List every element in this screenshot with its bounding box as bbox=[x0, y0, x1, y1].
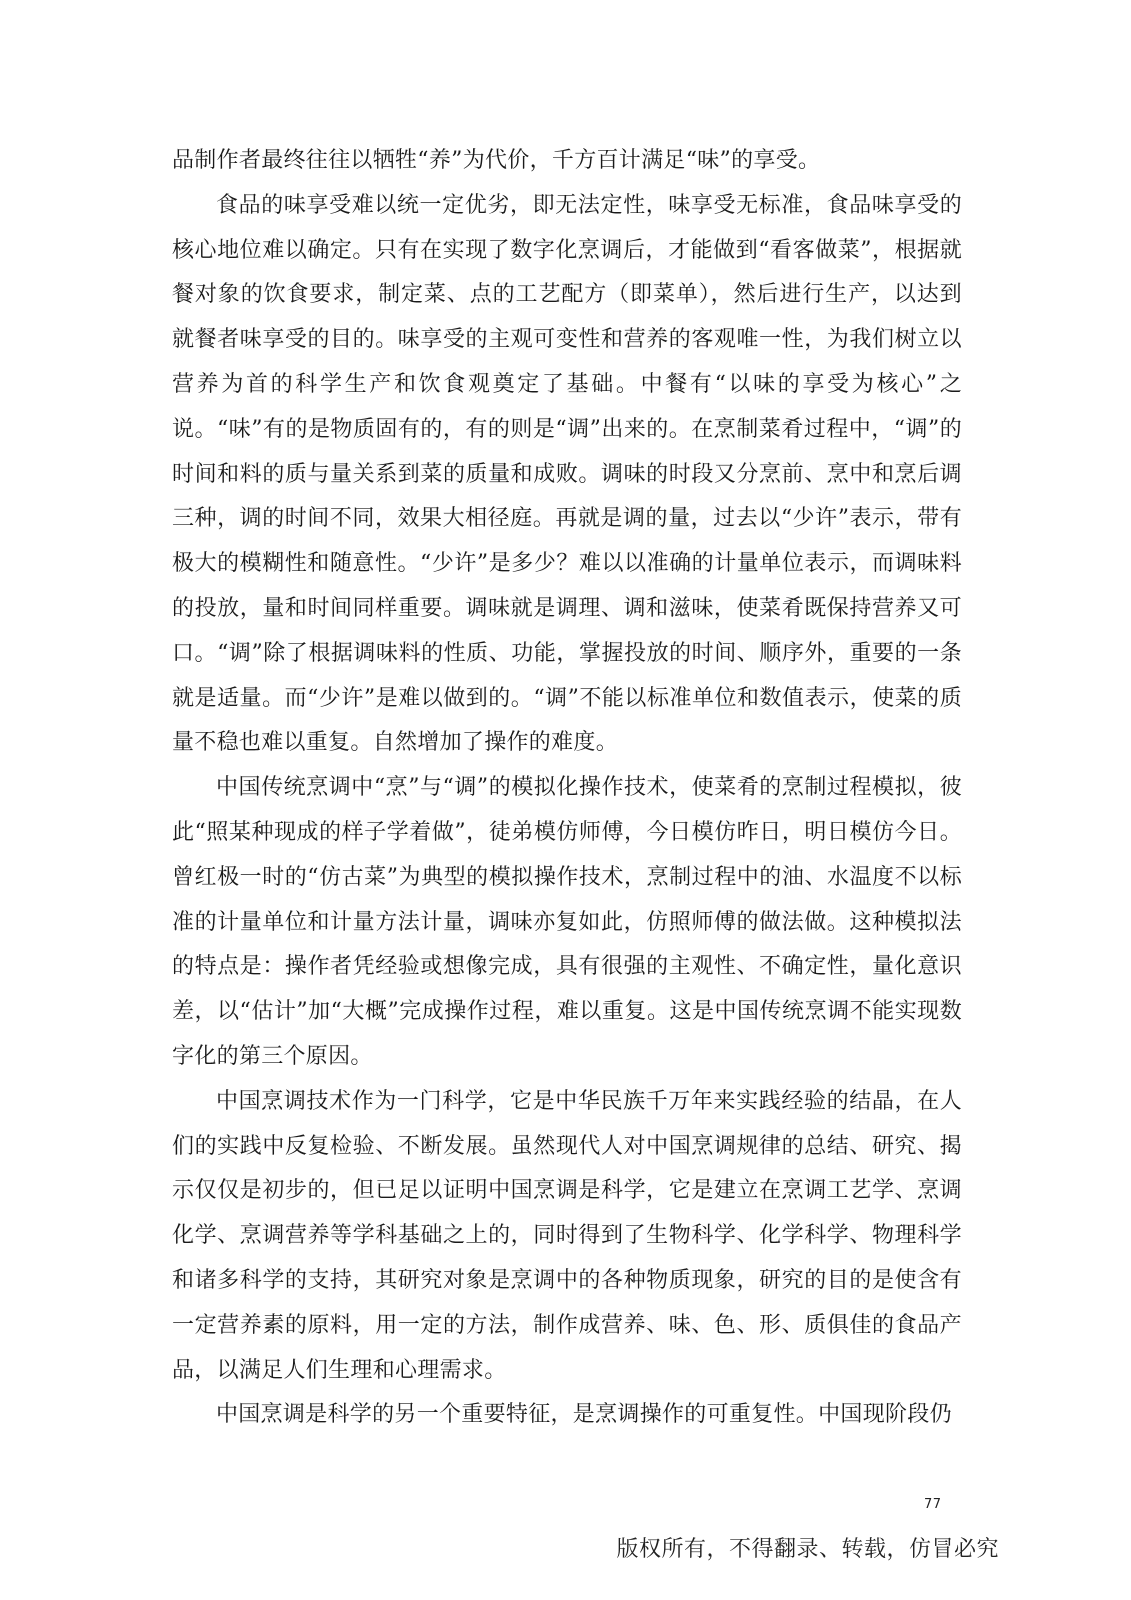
paragraph-cooking-science: 中国烹调技术作为一门科学，它是中华民族千万年来实践经验的结晶，在人们的实践中反复检验、不断发展。虽然现代人对中国烹调规律的总结、研究、揭示仅仅是初步的，但已足以证明中国烹调是科学，它是建立在烹调工艺学、烹调化学、烹调营养等学科基础之上的，同时得到了生物科学、化学科学、物理科学和诸多科学的支持，其研究对象是烹调中的各种物质现象，研究的目的是使含有一定营养素的原料，用一定的方法，制作成营养、味、色、形、质俱佳的食品产品，以满足人们生理和心理需求。 bbox=[172, 1088, 962, 1383]
paragraph-repeatability: 中国烹调是科学的另一个重要特征，是烹调操作的可重复性。中国现阶段仍 bbox=[216, 1402, 952, 1428]
paragraph-simulation-technique: 中国传统烹调中“烹”与“调”的模拟化操作技术，使菜肴的烹制过程模拟，彼此“照某种现成的样子学着做”，徒弟模仿师傅，今日模仿昨日，明日模仿今日。曾红极一时的“仿古菜”为典型的模拟操作技术，烹制过程中的油、水温度不以标准的计量单位和计量方法计量，调味亦复如此，仿照师傅的做法做。这种模拟法的特点是：操作者凭经验或想像完成，具有很强的主观性、不确定性，量化意识差，以“估计”加“大概”完成操作过程，难以重复。这是中国传统烹调不能实现数字化的第三个原因。 bbox=[172, 775, 962, 1069]
page-number: 77 bbox=[924, 1497, 942, 1512]
body-text bbox=[172, 139, 962, 1438]
paragraph-continuation: 品制作者最终往往以牺牲“养”为代价，千方百计满足“味”的享受。 bbox=[172, 148, 821, 173]
copyright-notice: 版权所有，不得翻录、转载，仿冒必究 bbox=[616, 1537, 999, 1562]
paragraph-taste-enjoyment: 食品的味享受难以统一定优劣，即无法定性，味享受无标准，食品味享受的核心地位难以确定。只有在实现了数字化烹调后，才能做到“看客做菜”，根据就餐对象的饮食要求，制定菜、点的工艺配方（即菜单），然后进行生产，以达到就餐者味享受的目的。味享受的主观可变性和营养的客观唯一性，为我们树立以营养为首的科学生产和饮食观奠定了基础。中餐有“以味的享受为核心”之说。“味”有的是物质固有的，有的则是“调”出来的。在烹制菜肴过程中，“调”的时间和料的质与量关系到菜的质量和成败。调味的时段又分烹前、烹中和烹后调三种，调的时间不同，效果大相径庭。再就是调的量，过去以“少许”表示，带有极大的模糊性和随意性。“少许”是多少？难以以准确的计量单位表示，而调味料的投放，量和时间同样重要。调味就是调理、调和滋味，使菜肴既保持营养又可口。“调”除了根据调味料的性质、功能，掌握投放的时间、顺序外，重要的一条就是适量。而“少许”是难以做到的。“调”不能以标准单位和数值表示，使菜的质量不稳也难以重复。自然增加了操作的难度。 bbox=[172, 192, 962, 756]
